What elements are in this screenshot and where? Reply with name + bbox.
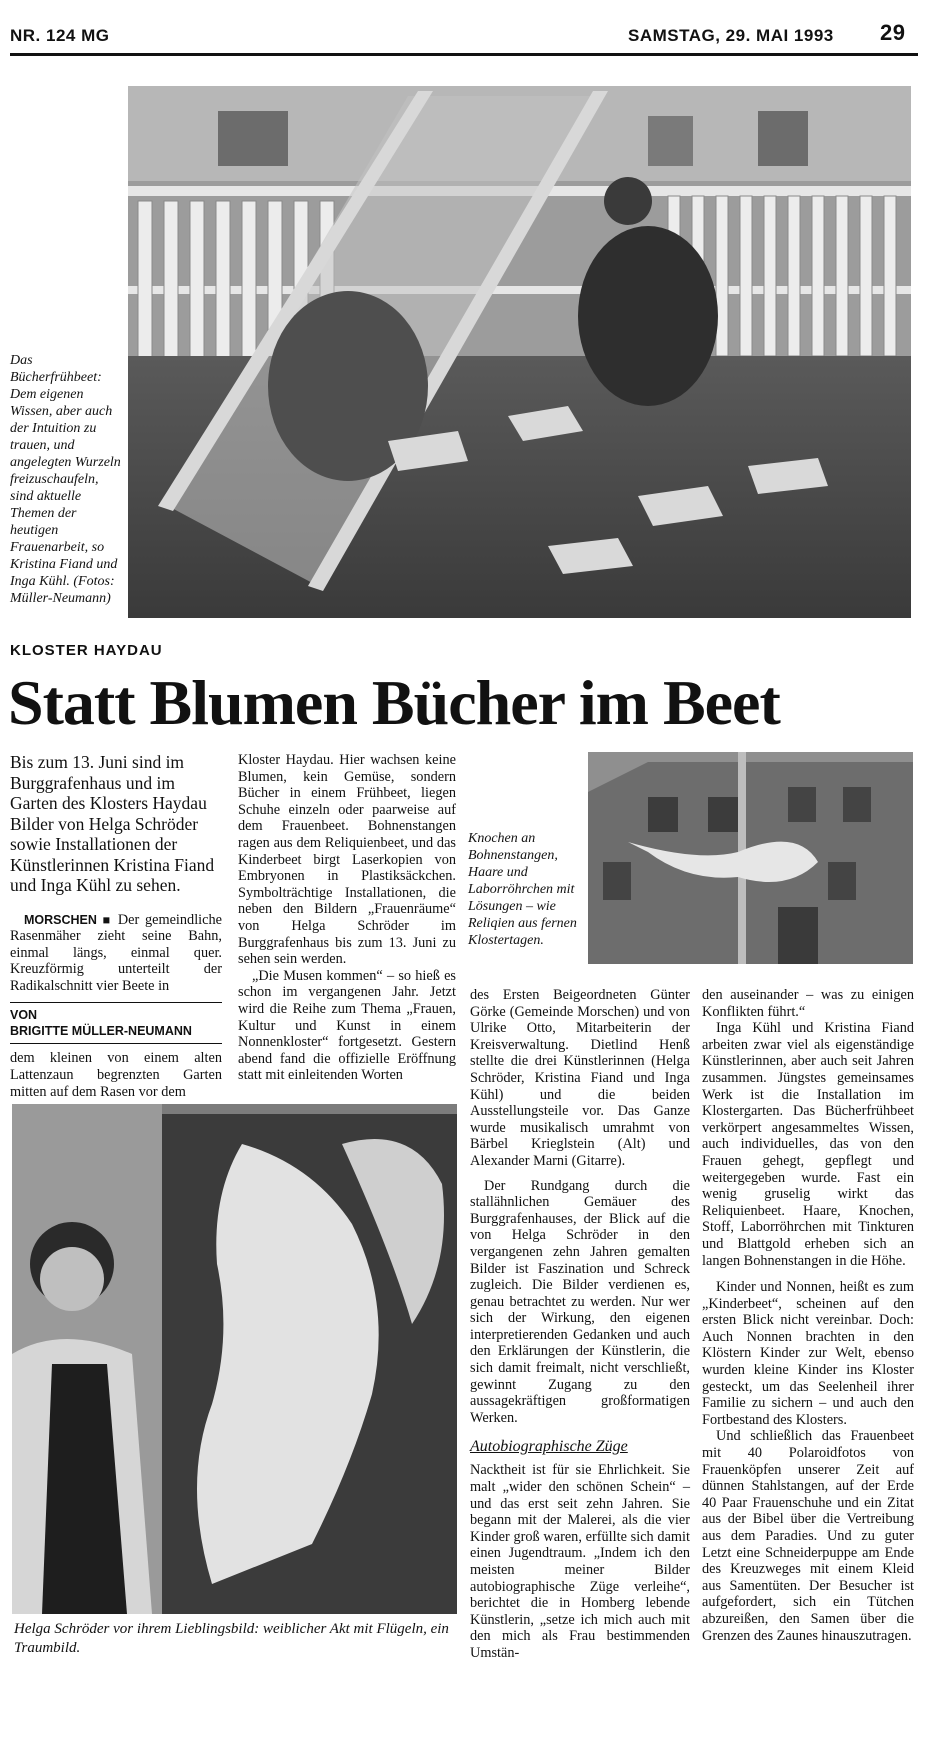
headline: Statt Blumen Bücher im Beet [8, 667, 780, 738]
column-3-paragraph-1: des Ersten Beigeordneten Günter Görke (Gemeinde Morschen) und von Ulrike Otto, Mitarbeiterin der Kreisverwaltung. Dietlind Henß stellte die drei Künstlerinnen (Helga Schröder, Kristina Fiand und Inga Kühl) und die beiden Ausstellungsteile vor. Das Ganze wurde musikalisch umrahmt von Bärbel Krieglstein (Alt) und Alexander Marni (Gitarre). [470, 987, 690, 1169]
column-1 [10, 752, 222, 1100]
column-3 [470, 987, 690, 1662]
kicker: KLOSTER HAYDAU [10, 642, 163, 659]
byline-name: BRIGITTE MÜLLER-NEUMANN [10, 1024, 192, 1039]
column-3-paragraph-3: Nacktheit ist für sie Ehrlichkeit. Sie malt „wider den schönen Schein“ – und das erst seit zehn Jahren. Sie begann mit der Malerei, als die vier Kinder groß waren, erfüllte sich damit einen Jugendtraum. „Indem ich den meisten meiner Bilder autobiographische Züge verleihe“, berichtet die in Homberg lebende Künstlerin, „setze ich mich auch mit den mich als Frau bestimmenden Umstän- [470, 1462, 690, 1661]
byline-box [10, 1002, 222, 1039]
column-2-paragraph-2: „Die Musen kommen“ – so hieß es schon im vergangenen Jahr. Jetzt wird die Reihe zum Thema „Frauen, Kultur und Kunst in einem Nonnenkloster“ fortgesetzt. Gestern abend fand die offizielle Eröffnung statt mit einleitenden Worten [238, 967, 456, 1084]
column-4-paragraph-3: Kinder und Nonnen, heißt es zum „Kinderbeet“, scheinen auf den ersten Blick nicht vereinbar. Doch: Auch Nonnen brachten in den Klöstern Kinder zur Welt, ebenso wurden kleine Kinder ins Kloster gesteckt, um das Seelenheil ihrer Familie zu sichern – und auch den Fortbestand des Klosters. [702, 1279, 914, 1428]
right-photo [588, 752, 913, 964]
column-4-paragraph-4: Und schließlich das Frauenbeet mit 40 Polaroidfotos von Frauenköpfen unserer Zeit auf dünnen Stahlstangen, auf der Erde 40 Paar Frauenschuhe und ein Zitat aus der Bibel über die Vertreibung aus dem Paradies. Und zu guter Letzt eine Schneiderpuppe am Ende des Kreuzweges mit einem Kleid aus Samentüten. Der Besucher ist aufgefordert, sich ein Tütchen abzureißen, den Samen über die Grenzen des Zaunes hinauszutragen. [702, 1428, 914, 1644]
dateline: MORSCHEN ■ [24, 912, 113, 927]
masthead-rule [10, 53, 918, 56]
column-2 [238, 752, 456, 1084]
bottom-photo [12, 1104, 457, 1614]
reliquary-bed-photo [588, 752, 913, 964]
column-4-paragraph-2: Inga Kühl und Kristina Fiand arbeiten zwar viel als eigenständige Künstlerinnen, aber auch seit Jahren zusammen. Jüngstes gemeinsames Werk ist die Installation im Klostergarten. Das Bücherfrühbeet verkörpert angesammeltes Wissen, auch individuelles, das von den Frauen gehegt, gepflegt und weitergegeben wurde. Fast ein wenig gruselig wirkt das Reliquienbeet. Haare, Knochen, Stoff, Laborröhrchen mit Tinkturen und Blattgold erheben sich an langen Bohnenstangen in die Höhe. [702, 1020, 914, 1269]
column-4 [702, 987, 914, 1644]
page-number: 29 [880, 20, 906, 45]
intro-text: Der gemeindliche Rasenmäher zieht seine Bahn, einmal längs, einmal quer. Kreuzförmig unterteilt der Radikalschnitt vier Beete in [10, 911, 222, 994]
issue-date: SAMSTAG, 29. MAI 1993 [628, 26, 834, 45]
issue-number: NR. 124 MG [10, 26, 110, 45]
column-2-paragraph-1: Kloster Haydau. Hier wachsen keine Blumen, kein Gemüse, sondern Bücher in einem Frühbeet, liegen Schuhe einzeln oder paarweise auf dem Frauenbeet. Bohnenstangen ragen aus dem Reliquienbeet, und das Kinderbeet birgt Laserkopien von Embryonen in Plastiksäckchen. Symbolträchtige Installationen, die neben den Bildern „Frauenräume“ von Helga Schröder im Burggrafenhaus bis zum 13. Juni zu sehen sein werden. [238, 752, 456, 968]
bottom-photo-caption: Helga Schröder vor ihrem Lieblingsbild: weiblicher Akt mit Flügeln, ein Traumbild. [14, 1621, 449, 1656]
top-photo-caption: Das Bücherfrühbeet: Dem eigenen Wissen, aber auch der Intuition zu trauen, und angelegten Wurzeln freizuschaufeln, sind aktuelle Themen der heutigen Frauenarbeit, so Kristina Fiand und Inga Kühl. (Fotos: Müller-Neumann) [10, 353, 121, 606]
right-photo-caption: Knochen an Bohnenstangen, Haare und Laborröhrchen mit Lösungen – wie Reliqien aus fernen Klostertagen. [468, 831, 577, 948]
garden-installation-photo [128, 86, 911, 618]
top-photo [128, 86, 911, 618]
subheading: Autobiographische Züge [470, 1438, 628, 1456]
column-4-paragraph-1: den auseinander – was zu einigen Konflikten führt.“ [702, 987, 914, 1020]
painting-portrait-photo [12, 1104, 457, 1614]
column-3-paragraph-2: Der Rundgang durch die stallähnlichen Gemäuer des Burggrafenhauses, der Blick auf die von Helga Schröder in den vergangenen zehn Jahren gemalten Bilder ist Faszination und Schreck zugleich. Die Bilder verdienen es, genau betrachtet zu werden. Nur wer sich der Wirkung, den eigenen interpretierenden Gedanken und auch den Erklärungen der Künstlerin, die sich damit freimalt, nicht verschließt, gewinnt Zugang zu den aussagekräftigen großformatigen Werken. [470, 1177, 690, 1426]
intro-paragraph [10, 912, 222, 995]
column-1-continuation: dem kleinen von einem alten Lattenzaun begrenzten Garten mitten auf dem Rasen vor dem [10, 1050, 222, 1100]
lead-paragraph: Bis zum 13. Juni sind im Burggrafenhaus und im Garten des Klosters Haydau Bilder von Helga Schröder sowie Installationen der Künstlerinnen Kristina Fiand und Inga Kühl zu sehen. [10, 752, 215, 895]
byline-label: VON [10, 1008, 38, 1023]
